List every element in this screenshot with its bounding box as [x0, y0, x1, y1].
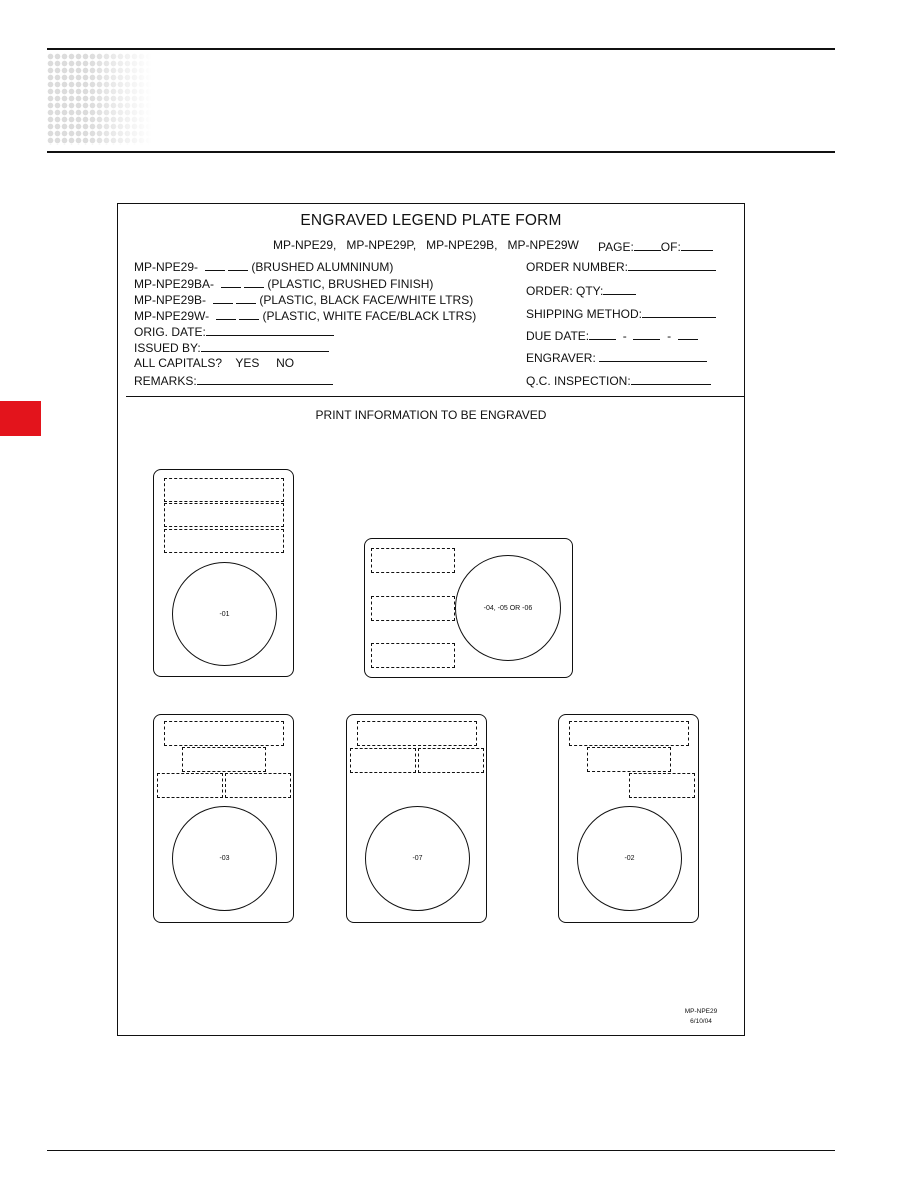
- engrave-line-3[interactable]: [164, 529, 284, 553]
- plate-code-label: -03: [219, 855, 230, 862]
- due-date-field[interactable]: DUE DATE: - -: [526, 328, 698, 343]
- engrave-line-3[interactable]: [371, 643, 455, 668]
- qc-inspection-field[interactable]: Q.C. INSPECTION:: [526, 373, 711, 388]
- code-blank-b[interactable]: [228, 259, 248, 271]
- page-blank[interactable]: [634, 239, 661, 251]
- orig-date-field[interactable]: ORIG. DATE:: [134, 324, 334, 339]
- issued-by-blank[interactable]: [201, 340, 329, 352]
- code-blank-a[interactable]: [213, 292, 233, 304]
- page-label: PAGE:: [598, 240, 634, 254]
- due-date-year[interactable]: [678, 328, 698, 340]
- order-qty-field[interactable]: ORDER: QTY:: [526, 283, 636, 298]
- plate-04-05-06: [364, 538, 573, 678]
- pushbutton-circle: [172, 806, 277, 911]
- engrave-line-3-right[interactable]: [225, 773, 291, 798]
- plate-code-label: -01: [219, 610, 230, 618]
- remarks-blank[interactable]: [197, 373, 333, 385]
- form-title: ENGRAVED LEGEND PLATE FORM: [300, 212, 562, 229]
- engrave-line-2[interactable]: [371, 596, 455, 621]
- header-dot-pattern: [47, 53, 152, 145]
- plate-code-label: -07: [412, 855, 423, 862]
- print-info-heading: PRINT INFORMATION TO BE ENGRAVED: [315, 408, 547, 422]
- shipping-method-blank[interactable]: [642, 306, 716, 318]
- page-of-field[interactable]: [598, 239, 713, 254]
- of-label: OF:: [660, 240, 681, 254]
- plate-code-label: -02: [624, 855, 635, 862]
- model-list: MP-NPE29, MP-NPE29P, MP-NPE29B, MP-NPE29W: [273, 238, 579, 252]
- pushbutton-circle: [577, 806, 682, 911]
- form-footer-code: MP-NPE29: [684, 1008, 718, 1015]
- field-mp-npe29w[interactable]: MP-NPE29W- (PLASTIC, WHITE FACE/BLACK LTRS): [134, 309, 477, 323]
- engrave-line-2-left[interactable]: [350, 748, 416, 773]
- of-blank[interactable]: [681, 239, 713, 251]
- remarks-field[interactable]: REMARKS:: [134, 373, 333, 388]
- qc-inspection-blank[interactable]: [631, 373, 711, 385]
- pushbutton-circle: [455, 555, 561, 661]
- engraver-field[interactable]: ENGRAVER:: [526, 350, 707, 365]
- form-footer-date: 6/10/04: [690, 1018, 712, 1025]
- engraver-blank[interactable]: [599, 350, 707, 362]
- issued-by-field[interactable]: ISSUED BY:: [134, 340, 329, 355]
- order-number-field[interactable]: ORDER NUMBER:: [526, 259, 716, 274]
- code-blank-a[interactable]: [221, 276, 241, 288]
- field-mp-npe29b[interactable]: MP-NPE29B- (PLASTIC, BLACK FACE/WHITE LTRS): [134, 293, 474, 307]
- engrave-line-2[interactable]: [182, 747, 266, 772]
- pushbutton-circle: [365, 806, 470, 911]
- code-blank-b[interactable]: [236, 292, 256, 304]
- plate-02: [558, 714, 699, 923]
- header-bottom-rule: [47, 151, 835, 153]
- order-qty-blank[interactable]: [603, 283, 636, 295]
- code-blank-b[interactable]: [239, 308, 259, 320]
- code-blank-a[interactable]: [205, 259, 225, 271]
- engrave-line-2-right[interactable]: [418, 748, 484, 773]
- all-capitals-field[interactable]: ALL CAPITALS? YES NO: [134, 356, 295, 370]
- header-top-rule: [47, 48, 835, 50]
- engrave-line-3-left[interactable]: [157, 773, 223, 798]
- field-mp-npe29[interactable]: MP-NPE29- (BRUSHED ALUMNINUM): [134, 260, 394, 274]
- section-tab-marker: [0, 401, 41, 436]
- pushbutton-circle: [172, 562, 277, 666]
- engrave-line-3[interactable]: [629, 773, 695, 798]
- engrave-line-1[interactable]: [164, 721, 284, 746]
- plate-01: [153, 469, 294, 677]
- engrave-line-2[interactable]: [164, 503, 284, 527]
- field-mp-npe29ba[interactable]: MP-NPE29BA- (PLASTIC, BRUSHED FINISH): [134, 277, 434, 291]
- due-date-day[interactable]: [633, 328, 660, 340]
- order-number-blank[interactable]: [628, 259, 716, 271]
- code-blank-b[interactable]: [244, 276, 264, 288]
- footer-rule: [47, 1150, 835, 1151]
- orig-date-blank[interactable]: [206, 324, 334, 336]
- form-divider: [126, 396, 744, 397]
- due-date-month[interactable]: [589, 328, 616, 340]
- engrave-line-1[interactable]: [371, 548, 455, 573]
- yes-option[interactable]: YES: [235, 356, 260, 370]
- no-option[interactable]: NO: [276, 356, 295, 370]
- engraved-legend-plate-form: [117, 203, 745, 1036]
- plate-07: [346, 714, 487, 923]
- plate-03: [153, 714, 294, 923]
- code-blank-a[interactable]: [216, 308, 236, 320]
- engrave-line-1[interactable]: [569, 721, 689, 746]
- engrave-line-1[interactable]: [164, 478, 284, 502]
- engrave-line-1[interactable]: [357, 721, 477, 746]
- plate-code-label: -04, -05 OR -06: [483, 604, 533, 612]
- shipping-method-field[interactable]: SHIPPING METHOD:: [526, 306, 716, 321]
- engrave-line-2[interactable]: [587, 747, 671, 772]
